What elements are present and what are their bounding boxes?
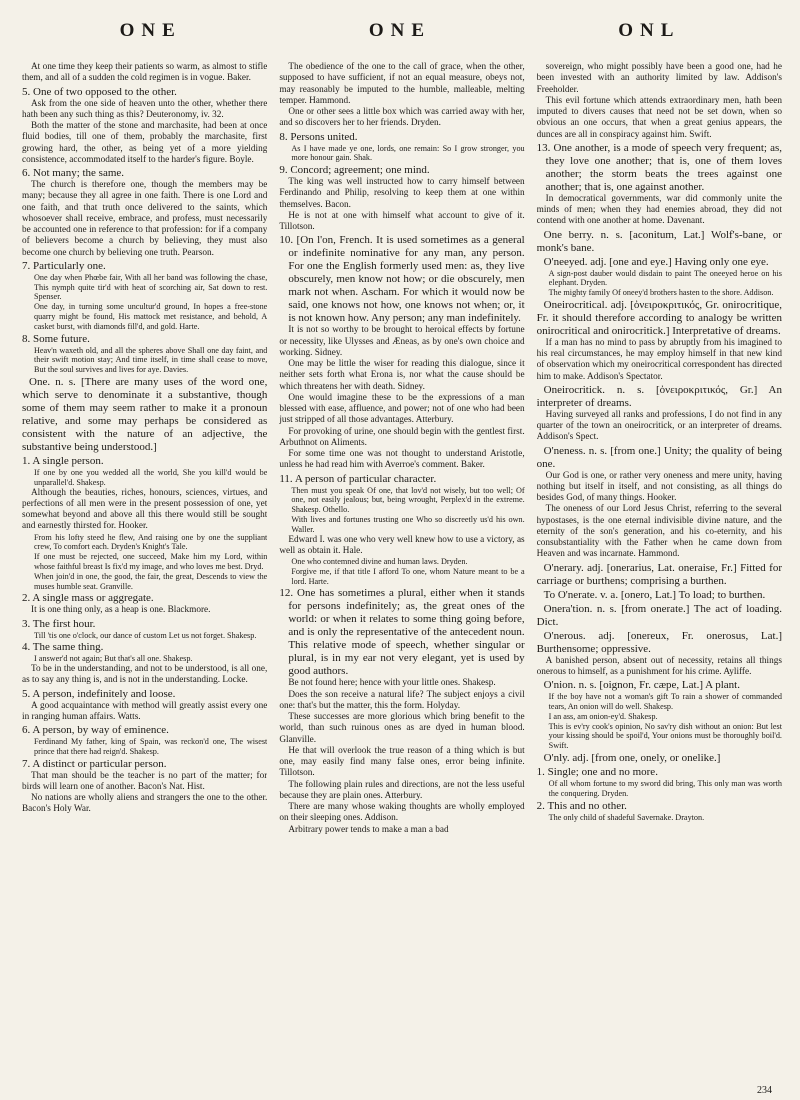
paragraph: The obedience of the one to the call of grace, when the other, supposed to have sufficient, if not an equal measure, obeys not, may reasonably be imputed to the humble, malleable, melting temper. Hammond.	[279, 62, 525, 106]
sense-definition: 1. Single; one and no more.	[536, 765, 658, 778]
running-head-right: ONL	[618, 20, 681, 41]
sense-definition: 1. A single person.	[22, 454, 104, 467]
paragraph: sovereign, who might possibly have been a good one, had he been invested with an authority limited by law. Addison's Freeholder.	[536, 62, 782, 95]
sense-definition: 2. A single mass or aggregate.	[22, 592, 154, 605]
dictionary-entry: Onera'tion. n. s. [from onerate.] The act of loading. Dict.	[536, 602, 782, 628]
paragraph: The church is therefore one, though the members may be many; because they all agree in one faith. There is one Lord and one faith, and that truth once delivered to the saints, which whosoever shall receive, embrace, and profess, must necessarily be accounted one in reference to that profession: for if a company of believers become a church by believing, they must also become one church by believing one truth. Pearson.	[22, 180, 268, 258]
paragraph: Edward I. was one who very well knew how to use a victory, as well as obtain it. Hale.	[279, 534, 525, 556]
dictionary-entry: Oneirocritical. adj. [ὀνειροκριτικός, Gr. onirocritique, Fr. it should therefore according to analogy be written onirocritical and onirocritick.] Interpretative of dreams.	[536, 298, 782, 337]
dictionary-entry: One berry. n. s. [aconitum, Lat.] Wolf's-bane, or monk's bane.	[536, 228, 782, 254]
dictionary-entry: O'neness. n. s. [from one.] Unity; the quality of being one.	[536, 444, 782, 470]
paragraph: This evil fortune which attends extraordinary men, hath been imputed to divers causes that need not be set down, when so obvious an one occurs, that when a great genius appears, the dunces are all in conspiracy against him. Swift.	[536, 95, 782, 140]
paragraph: Ask from the one side of heaven unto the other, whether there hath been any such thing as this? Deuteronomy, iv. 32.	[22, 98, 268, 120]
quotation: The mighty family Of oneey'd brothers hasten to the shore. Addison.	[548, 288, 774, 298]
sense-definition: 4. The same thing.	[22, 641, 104, 654]
running-head-center: ONE	[368, 20, 432, 41]
quotation: From his lofty steed he flew, And raising one by one the suppliant crew, To comfort each. Dryden's Knight's Tale.	[34, 532, 268, 552]
paragraph: It is not so worthy to be brought to heroical effects by fortune or necessity, like Ulysses and Æneas, as by one's own choice and working. Sidney.	[279, 325, 525, 358]
quotation: With lives and fortunes trusting one Who so discreetly us'd his own. Waller.	[291, 514, 525, 534]
column-right	[537, 62, 782, 1084]
sense-definition: 6. A person, by way of eminence.	[22, 724, 169, 737]
paragraph: To be in the understanding, and not to be understood, is all one, as to say any thing is, and is not in the understanding. Locke.	[22, 664, 268, 686]
paragraph: It is one thing only, as a heap is one. Blackmore.	[31, 605, 211, 616]
paragraph: He that will overlook the true reason of a thing which is but one, may easily find many false ones, error being infinite. Tillotson.	[279, 745, 525, 779]
page-number: 234	[757, 1085, 772, 1096]
paragraph: Does the son receive a natural life? The subject enjoys a civil one: that's but the matter, this the form. Holyday.	[279, 689, 525, 711]
paragraph: At one time they keep their patients so warm, as almost to stifle them, and all of a sudden the cold regimen is in vogue. Baker.	[22, 62, 268, 84]
quotation: One day, in turning some uncultur'd ground, In hopes a free-stone quarry might be found, His mattock met resistance, and behold, A casket burst, with diamonds fill'd, and gold. Harte.	[34, 302, 268, 331]
sense-definition: 5. A person, indefinitely and loose.	[22, 687, 176, 700]
quotation: Till 'tis one o'clock, our dance of custom Let us not forget. Shakesp.	[34, 630, 257, 640]
quotation: If the boy have not a woman's gift To rain a shower of commanded tears, An onion will do well. Shakesp.	[548, 692, 782, 711]
quotation: Of all whom fortune to my sword did bring, This only man was worth the conquering. Dryden.	[548, 778, 782, 798]
paragraph: The following plain rules and directions, are not the less useful because they are plain ones. Atterbury.	[279, 779, 525, 801]
dictionary-entry: To O'nerate. v. a. [onero, Lat.] To load; to burthen.	[543, 588, 766, 601]
dictionary-entry: Oneirocritick. n. s. [ὀνειροκριτικός, Gr.] An interpreter of dreams.	[536, 383, 782, 409]
paragraph: One or other sees a little box which was carried away with her, and so discovers her to her friends. Dryden.	[279, 107, 525, 129]
paragraph: There are many whose waking thoughts are wholly employed on their sleeping ones. Addison.	[279, 802, 525, 824]
sense-definition: 6. Not many; the same.	[22, 167, 125, 179]
column-left	[22, 62, 267, 1084]
sense-definition: 11. A person of particular character.	[279, 472, 437, 485]
sense-definition: 3. The first hour.	[22, 617, 96, 630]
quotation: I an ass, am onion-ey'd. Shakesp.	[548, 711, 658, 721]
dictionary-entry: One. n. s. [There are many uses of the word one, which serve to denominate it a substantive, though some of them may seem rather to make it a pronoun relative, and some may perhaps be considered as consistent with the nature of an adjective, the substantive being understood.]	[22, 375, 268, 453]
paragraph: Both the matter of the stone and marchasite, had been at once fluid bodies, till one of them, probably the marchasite, first growing hard, the other, as being yet of a more yielding consistence, accommodated itself to the harder's figure. Boyle.	[22, 121, 268, 165]
paragraph: One may be little the wiser for reading this dialogue, since it neither sets forth what Erona is, nor what the cause should be which threatens her with death. Sidney.	[279, 359, 525, 392]
running-head	[26, 20, 774, 48]
paragraph: Although the beauties, riches, honours, sciences, virtues, and perfections of all men were in the present possession of one, yet somewhat beyond and above all this there would still be sought and earnestly thirsted for. Hooker.	[22, 487, 268, 532]
dictionary-entry: O'nion. n. s. [oignon, Fr. cæpe, Lat.] A plant.	[543, 679, 740, 692]
paragraph: One would imagine these to be the expressions of a man blessed with ease, affluence, and power; not of one who had been just stripped of all those advantages. Atterbury.	[279, 392, 525, 426]
column-middle	[279, 62, 524, 1084]
quotation: This is ev'ry cook's opinion, No sav'ry dish without an onion: But lest your kissing should be spoil'd, Your onions must be thoroughly boil'd. Swift.	[548, 721, 782, 751]
sense-definition: 13. One another, is a mode of speech very frequent; as, they love one another; that is, one of them loves another; the storm beats the trees against one another; that is, one against another.	[536, 141, 782, 193]
quotation: When join'd in one, the good, the fair, the great, Descends to view the muses humble seat. Granville.	[34, 571, 268, 591]
paragraph: He is not at one with himself what account to give of it. Tillotson.	[279, 210, 525, 233]
sense-definition: 12. One has sometimes a plural, either when it stands for persons indefinitely; as, the great ones of the world: or when it relates to some thing going before, and is only the representative of the antecedent noun. This relative mode of speech, whether singular or plural, is in my ear not very elegant, yet is used by good authors.	[279, 587, 525, 678]
paragraph: Arbitrary power tends to make a man a bad	[288, 824, 449, 835]
sense-definition: 2. This and no other.	[536, 799, 627, 812]
dictionary-entry: O'neeyed. adj. [one and eye.] Having only one eye.	[543, 255, 769, 268]
sense-definition: 5. One of two opposed to the other.	[22, 85, 177, 98]
quotation: Then must you speak Of one, that lov'd not wisely, but too well; Of one, not easily jealous; but, being wrought, Perplex'd in the extreme. Shakesp. Othello.	[291, 485, 525, 515]
running-head-left: ONE	[119, 20, 182, 41]
paragraph: In democratical governments, war did commonly unite the minds of men; when they had enemies abroad, they did not contend with one another at home. Davenant.	[536, 193, 782, 227]
sense-definition: 8. Persons united.	[279, 130, 358, 143]
dictionary-entry: O'nerous. adj. [onereux, Fr. onerosus, Lat.] Burthensome; oppressive.	[536, 629, 782, 655]
sense-definition: 8. Some future.	[22, 332, 90, 345]
dictionary-entry: O'nerary. adj. [onerarius, Lat. oneraise, Fr.] Fitted for carriage or burthens; comprising a burthen.	[536, 561, 782, 587]
paragraph: For some time one was not thought to understand Aristotle, unless he had read him with Averroe's comment. Baker.	[279, 449, 525, 471]
sense-definition: 10. [On l'on, French. It is used sometimes as a general or indefinite nominative for any man, any person. For one the English formerly used men: as, they live obscurely, men know not how; or die obscurely, men mark not when. Ascham. For which it would now be said, one knows not how, one knows not when; or, it is not known how. Any person; any man indefinitely.	[279, 234, 525, 325]
quotation: Forgive me, if that title I afford To one, whom Nature meant to be a lord. Harte.	[291, 566, 525, 586]
paragraph: The oneness of our Lord Jesus Christ, referring to the several hypostases, is the one eternal indivisible divine nature, and the eternity of the son's generation, and his co-eternity, and his consubstantiality with the Father when he came down from Heaven and was incarnate. Hammond.	[536, 504, 782, 560]
paragraph: For provoking of urine, one should begin with the gentlest first. Arbuthnot on Aliments.	[279, 426, 525, 448]
paragraph: Our God is one, or rather very oneness and mere unity, having nothing but itself in itself, and not consisting, as all things do besides God, of many things. Hooker.	[536, 470, 782, 504]
paragraph: No nations are wholly aliens and strangers the one to the other. Bacon's Holy War.	[22, 793, 268, 815]
paragraph: Be not found here; hence with your little ones. Shakesp.	[288, 678, 496, 689]
quotation: As I have made ye one, lords, one remain: So I grow stronger, you more honour gain. Shak.	[291, 143, 525, 163]
dictionary-entry: O'nly. adj. [from one, onely, or onelike.]	[543, 751, 721, 764]
paragraph: A banished person, absent out of necessity, retains all things onerous to himself, as a punishment for his crime. Ayliffe.	[536, 655, 782, 677]
paragraph: These successes are more glorious which bring benefit to the world, than such ruinous ones as are dyed in human blood. Glanville.	[279, 712, 525, 745]
quotation: Heav'n waxeth old, and all the spheres above Shall one day faint, and their swift motion stay; And time itself, in time shall cease to move, But the soul survives and lives for aye. Davies.	[34, 345, 268, 375]
paragraph: If a man has no mind to pass by abruptly from his imagined to his real circumstances, he may employ himself in that new kind of observation which my oneirocritical correspondent has directed him to make. Addison's Spectator.	[536, 337, 782, 382]
paragraph: Having surveyed all ranks and professions, I do not find in any quarter of the town an oneirocritick, or an interpreter of dreams. Addison's Spect.	[536, 409, 782, 443]
quotation: If one by one you wedded all the world, She you kill'd would be unparallel'd. Shakesp.	[34, 467, 268, 487]
quotation: Ferdinand My father, king of Spain, was reckon'd one, The wisest prince that there had reign'd. Shakesp.	[34, 737, 268, 756]
sense-definition: 9. Concord; agreement; one mind.	[279, 164, 430, 177]
quotation: One day when Phœbe fair, With all her band was following the chase, This nymph quite tir'd with heat of scorching air, Sat down to rest. Spenser.	[34, 272, 268, 302]
paragraph: That man should be the teacher is no part of the matter; for birds will learn one of another. Bacon's Nat. Hist.	[22, 770, 268, 792]
quotation: I answer'd not again; But that's all one. Shakesp.	[34, 654, 193, 664]
paragraph: A good acquaintance with method will greatly assist every one in ranging human affairs. Watts.	[22, 700, 268, 722]
quotation: One who contemned divine and human laws. Dryden.	[291, 557, 468, 567]
sense-definition: 7. A distinct or particular person.	[22, 757, 167, 770]
sense-definition: 7. Particularly one.	[22, 259, 106, 272]
paragraph: The king was well instructed how to carry himself between Ferdinando and Philip, resolving to keep them at one within themselves. Bacon.	[279, 177, 525, 210]
quotation: The only child of shadeful Savernake. Drayton.	[548, 812, 705, 822]
quotation: A sign-post dauber would disdain to paint The oneeyed heroe on his elephant. Dryden.	[548, 268, 782, 288]
columns	[22, 62, 782, 1084]
quotation: If one must be rejected, one succeed, Make him my Lord, within whose faithful breast Is fix'd my image, and who loves me best. Dryd.	[34, 552, 268, 571]
